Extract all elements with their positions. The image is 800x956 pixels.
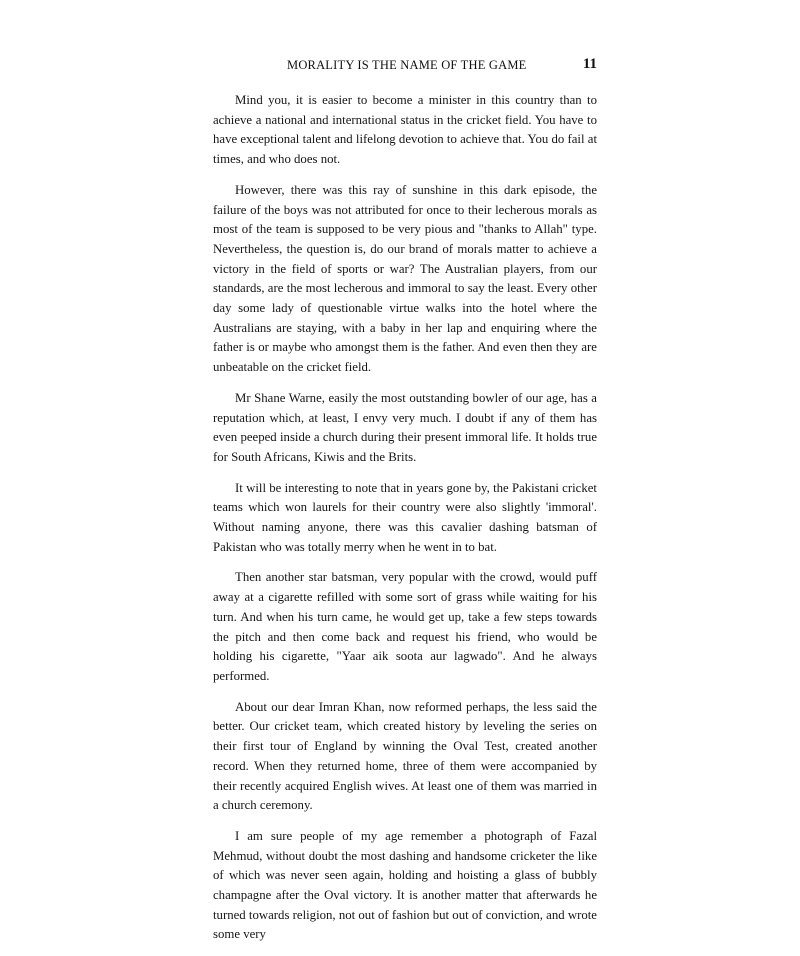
body-text (213, 91, 597, 956)
running-header (213, 56, 597, 76)
paragraph: Then another star batsman, very popular with the crowd, would puff away at a cigarette refilled with some sort of grass while waiting for his turn. And when his turn came, he would get up, take a few steps towards the pitch and then come back and request his friend, who would be holding his cigarette, "Yaar aik soota aur lagwado". And he always performed. (213, 570, 597, 683)
paragraph: It will be interesting to note that in years gone by, the Pakistani cricket teams which won laurels for their country were also slightly 'immoral'. Without naming anyone, there was this cavalier dashing batsman of Pakistan who was totally merry when he went in to bat. (213, 480, 597, 554)
paragraph: Mr Shane Warne, easily the most outstanding bowler of our age, has a reputation which, at least, I envy very much. I doubt if any of them has even peeped inside a church during their present immoral life. It holds true for South Africans, Kiwis and the Brits. (213, 390, 597, 464)
paragraph: I am sure people of my age remember a photograph of Fazal Mehmud, without doubt the most dashing and handsome cricketer the like of which was never seen again, holding and hoisting a glass of bubbly champagne after the Oval victory. It is another matter that afterwards he turned towards religion, not out of fashion but out of conviction, and wrote some very (213, 828, 597, 942)
paragraph: However, there was this ray of sunshine in this dark episode, the failure of the boys was not attributed for once to their lecherous morals as most of the team is supposed to be very pious and "thanks to Allah" type. Nevertheless, the question is, do our brand of morals matter to achieve a victory in the field of sports or war? The Australian players, from our standards, are the most lecherous and immoral to say the least. Every other day some lady of questionable virtue walks into the hotel where the Australians are staying, with a baby in her lap and enquiring where the father is or maybe who amongst them is the father. And even then they are unbeatable on the cricket field. (213, 182, 597, 375)
paragraph: About our dear Imran Khan, now reformed perhaps, the less said the better. Our cricket team, which created history by leveling the series on their first tour of England by winning the Oval Test, created another record. When they returned home, three of them were accompanied by their recently acquired English wives. At least one of them was married in a church ceremony. (213, 699, 597, 813)
paragraph: Mind you, it is easier to become a minister in this country than to achieve a national and international status in the cricket field. You have to have exceptional talent and lifelong devotion to achieve that. You do fail at times, and who does not. (213, 93, 597, 167)
running-title: MORALITY IS THE NAME OF THE GAME (287, 58, 527, 72)
page-number: 11 (582, 56, 597, 72)
